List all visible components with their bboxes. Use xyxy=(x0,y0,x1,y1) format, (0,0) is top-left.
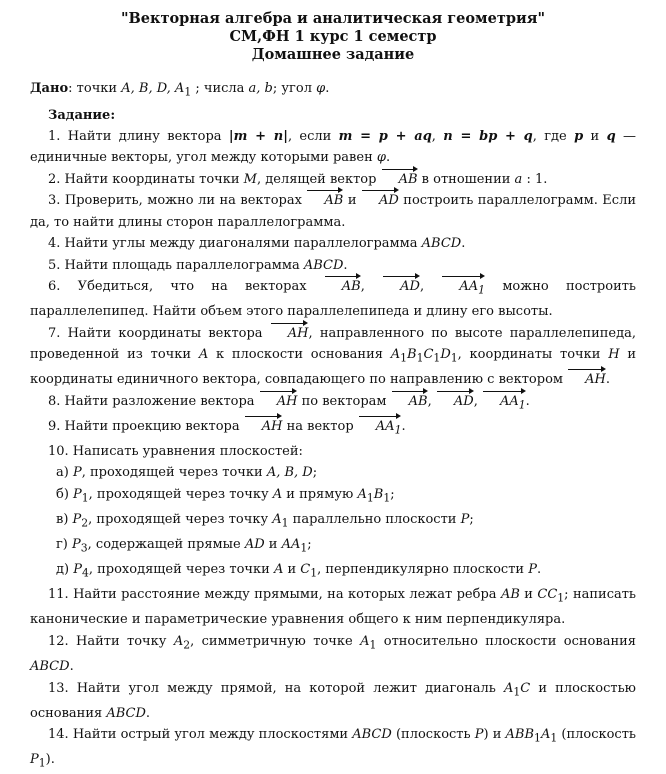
text: параллельно плоскости xyxy=(288,512,461,528)
formula: A xyxy=(272,486,283,502)
formula: ABB xyxy=(505,727,535,743)
formula: P xyxy=(72,537,81,553)
formula: A, B, D xyxy=(266,465,313,481)
vector: AH xyxy=(244,416,283,438)
subscript: 1 xyxy=(518,398,526,412)
formula: P xyxy=(30,752,39,768)
formula: P xyxy=(460,512,470,528)
vector: AH xyxy=(270,323,309,345)
formula: B xyxy=(407,347,417,363)
formula: P xyxy=(73,486,82,502)
text: (плоскость xyxy=(557,727,636,743)
text: , проходящей через точку xyxy=(88,486,273,502)
text: , координаты точки xyxy=(457,347,609,363)
text: . xyxy=(401,418,406,434)
text: в) xyxy=(56,512,73,528)
subscript: 1 xyxy=(366,491,374,505)
subscript: 1 xyxy=(550,731,558,745)
vector xyxy=(358,416,402,441)
subtask-e xyxy=(30,559,636,584)
formula: D xyxy=(440,347,451,363)
task-item-4 xyxy=(30,233,636,255)
given-numbers: a, b xyxy=(248,81,273,96)
given-label: Дано xyxy=(30,81,69,96)
text: 5. Найти площадь параллелограмма xyxy=(48,257,304,273)
text: 10. Написать уравнения плоскостей: xyxy=(48,443,303,459)
text: б) xyxy=(56,486,74,502)
text: 1. Найти длину вектора xyxy=(48,128,229,144)
task-item-1 xyxy=(30,126,636,169)
text: и xyxy=(283,562,301,578)
text: : 1. xyxy=(522,171,548,187)
subtask-a xyxy=(30,462,636,484)
text: на вектор xyxy=(282,418,358,434)
subscript: 1 xyxy=(383,491,391,505)
task-item-8 xyxy=(30,391,636,416)
text: и xyxy=(343,193,361,209)
text: 7. Найти координаты вектора xyxy=(48,325,270,341)
subscript: 1 xyxy=(433,351,441,365)
text: 12. Найти точку xyxy=(48,633,174,649)
formula: A xyxy=(504,680,514,696)
task-item-10 xyxy=(30,441,636,463)
text: к плоскости основания xyxy=(208,347,391,363)
formula: A xyxy=(357,486,367,502)
formula: M xyxy=(243,171,257,187)
task-item-11 xyxy=(30,584,636,631)
task-item-3 xyxy=(30,190,636,233)
given-sub: 1 xyxy=(184,85,192,99)
formula: P xyxy=(528,562,537,578)
text: ; xyxy=(469,512,474,528)
vector: AD xyxy=(436,391,474,413)
text: , xyxy=(431,128,444,144)
text: . xyxy=(343,257,348,273)
subscript: 1 xyxy=(281,516,289,530)
given-section xyxy=(30,79,636,103)
given-points: A, B, D, A xyxy=(121,81,185,96)
text: и плоскостью основания xyxy=(30,680,637,721)
formula: ABCD xyxy=(106,705,146,721)
formula: CC xyxy=(537,587,558,603)
task-item-14 xyxy=(30,724,636,774)
text: . xyxy=(69,659,74,675)
vector xyxy=(441,276,485,301)
homework-title: Домашнее задание xyxy=(251,46,415,63)
formula: φ xyxy=(376,150,386,166)
formula: C xyxy=(423,347,434,363)
subscript: 1 xyxy=(81,491,89,505)
subscript: 1 xyxy=(416,351,424,365)
formula: a xyxy=(514,171,523,187)
formula: P xyxy=(73,562,82,578)
text: 14. Найти острый угол между плоскостями xyxy=(48,727,353,743)
vector xyxy=(482,391,526,416)
text: . xyxy=(525,393,530,409)
text: (плоскость xyxy=(391,727,475,743)
subscript: 2 xyxy=(183,638,191,652)
formula: ABCD xyxy=(421,236,462,252)
given-text: : точки xyxy=(68,81,122,96)
text: ) и xyxy=(483,727,506,743)
formula: A xyxy=(273,562,284,578)
text: , xyxy=(419,279,442,295)
formula: A xyxy=(540,727,551,743)
text: , xyxy=(360,279,383,295)
text: 2. Найти координаты точки xyxy=(48,171,244,187)
text: 3. Проверить, можно ли на векторах xyxy=(48,193,307,209)
course-title: "Векторная алгебра и аналитическая геометрия" xyxy=(120,10,546,27)
formula: n = bp + q xyxy=(443,128,533,144)
given-text: . xyxy=(325,81,330,96)
subscript: 3 xyxy=(80,541,88,555)
text: . xyxy=(605,372,611,388)
vector: AB xyxy=(324,276,361,298)
vector: AD xyxy=(382,276,420,298)
subscript: 1 xyxy=(300,541,308,555)
given-text: ; числа xyxy=(191,81,249,96)
task-title: Задание: xyxy=(48,107,116,123)
formula: q xyxy=(606,128,616,144)
course-info: СМ,ФН 1 курс 1 семестр xyxy=(229,28,437,45)
subscript: 1 xyxy=(394,423,402,437)
formula: p xyxy=(574,128,584,144)
text: , xyxy=(473,393,482,409)
text: , проходящей через точки xyxy=(81,465,267,481)
vector: AB xyxy=(381,169,418,191)
subscript: 1 xyxy=(310,566,318,580)
text: ; xyxy=(307,537,312,553)
task-item-5 xyxy=(30,255,636,277)
formula: AA xyxy=(281,537,301,553)
vector-text: AA xyxy=(499,393,519,409)
text: , содержащей прямые xyxy=(87,537,245,553)
subscript: 1 xyxy=(369,638,377,652)
text: и xyxy=(519,587,538,603)
subscript: 2 xyxy=(81,516,89,530)
text: 8. Найти разложение вектора xyxy=(48,393,259,409)
formula: ABCD xyxy=(303,257,344,273)
text: построить параллелограмм. Если да, то найти длины сторон параллелограмма. xyxy=(30,193,636,230)
formula: A xyxy=(390,347,401,363)
formula: |m + n| xyxy=(228,128,288,144)
vector-text: AA xyxy=(375,418,395,434)
text: . xyxy=(461,236,466,252)
task-item-12 xyxy=(30,631,636,678)
subscript: 4 xyxy=(81,566,89,580)
formula: A xyxy=(198,347,209,363)
task-item-13 xyxy=(30,678,636,725)
formula: H xyxy=(608,347,620,363)
task-item-6 xyxy=(30,276,636,323)
subscript: 1 xyxy=(38,756,46,770)
task-item-9 xyxy=(30,416,636,441)
given-text: ; угол xyxy=(272,81,317,96)
subscript: 1 xyxy=(534,731,541,745)
formula: P xyxy=(72,512,82,528)
task-item-2 xyxy=(30,169,636,191)
formula: A xyxy=(173,633,184,649)
text: . xyxy=(385,150,391,166)
subscript: 1 xyxy=(450,351,458,365)
text: в отношении xyxy=(417,171,515,187)
subscript: 1 xyxy=(478,283,486,297)
text: ; xyxy=(390,486,395,502)
formula: ABCD xyxy=(352,727,392,743)
formula: A xyxy=(360,633,370,649)
text: , перпендикулярно плоскости xyxy=(317,562,529,578)
text: 13. Найти угол между прямой, на которой лежит диагональ xyxy=(48,680,505,696)
text: 9. Найти проекцию вектора xyxy=(48,418,244,434)
text: 11. Найти расстояние между прямыми, на которых лежат ребра xyxy=(48,587,501,603)
text: , проходящей через точку xyxy=(88,512,273,528)
text: ; написать канонические и параметрические уравнения общего к ним перпендикуляра. xyxy=(30,587,637,628)
task-item-7 xyxy=(30,323,636,391)
text: относительно плоскости основания xyxy=(376,633,636,649)
text: и прямую xyxy=(282,486,358,502)
formula: C xyxy=(520,680,531,696)
text: , где xyxy=(532,128,575,144)
text: , проходящей через точки xyxy=(88,562,274,578)
formula: m = p + aq xyxy=(338,128,432,144)
text: а) xyxy=(56,465,73,481)
vector: AB xyxy=(391,391,428,413)
text: и xyxy=(583,128,607,144)
text: . xyxy=(536,562,542,578)
formula: ABCD xyxy=(30,659,70,675)
vector: AH xyxy=(259,391,298,413)
subscript: 1 xyxy=(557,591,565,605)
text: г) xyxy=(56,537,73,553)
text: — единичные векторы, угол между которыми равен xyxy=(30,128,637,166)
formula: B xyxy=(373,486,384,502)
text: , симметричную точке xyxy=(190,633,361,649)
text: . xyxy=(145,705,151,721)
text: 4. Найти углы между диагоналями параллелограмма xyxy=(48,236,422,252)
subtask-c xyxy=(30,509,636,534)
text: , делящей вектор xyxy=(256,171,381,187)
formula: P xyxy=(72,465,82,481)
text: ). xyxy=(45,752,55,768)
text: , если xyxy=(287,128,339,144)
text: по векторам xyxy=(297,393,391,409)
text: ; xyxy=(312,465,318,481)
formula: AD xyxy=(244,537,265,553)
subscript: 1 xyxy=(513,685,521,699)
vector: AD xyxy=(361,190,399,212)
text: и координаты единичного вектора, совпадающего по направлению с вектором xyxy=(30,347,636,388)
text: , направленного по высоте параллелепипеда, проведенной из точки xyxy=(30,325,636,363)
vector-text: AA xyxy=(459,279,479,295)
subscript: 1 xyxy=(400,351,408,365)
vector: AH xyxy=(567,369,606,391)
text: д) xyxy=(56,562,74,578)
subtask-b xyxy=(30,484,636,509)
text: 6. Убедиться, что на векторах xyxy=(48,279,324,295)
subtask-d xyxy=(30,534,636,559)
text: и xyxy=(264,537,282,553)
document-header xyxy=(30,10,636,64)
given-angle: φ xyxy=(316,81,326,96)
text: , xyxy=(427,393,436,409)
text: можно построить параллелепипед. Найти объем этого параллелепипеда и длину его высоты. xyxy=(30,279,637,320)
formula: A xyxy=(272,512,282,528)
formula: C xyxy=(300,562,311,578)
vector: AB xyxy=(306,190,343,212)
formula: AB xyxy=(500,587,520,603)
formula: P xyxy=(474,727,484,743)
